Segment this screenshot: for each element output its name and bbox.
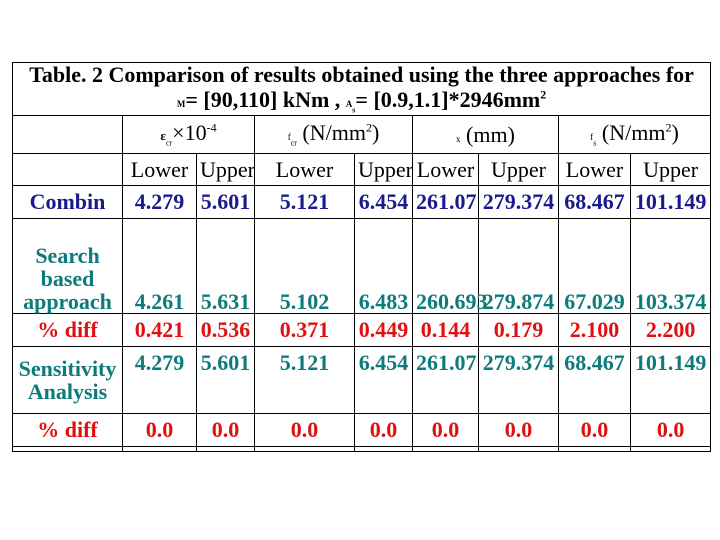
table-cell — [631, 446, 711, 451]
table-cell: 5.102 — [255, 218, 355, 313]
table-cell: 103.374 — [631, 218, 711, 313]
table-cell: 101.149 — [631, 185, 711, 218]
table-cell: 0.421 — [123, 313, 197, 346]
table-cell: 0.371 — [255, 313, 355, 346]
table-cell — [255, 446, 355, 451]
row-label: Search based approach — [13, 218, 123, 313]
subheader-cell: Lower — [255, 153, 355, 185]
table-cell: 2.100 — [559, 313, 631, 346]
table-cell: 0.179 — [479, 313, 559, 346]
subheader-cell: Upper — [479, 153, 559, 185]
header-strain: $\varepsilon_{cr}\times 10^{-4}$ — [123, 115, 255, 153]
table-cell: 6.454 — [355, 346, 413, 413]
comparison-table — [12, 62, 711, 452]
table-cell: 5.121 — [255, 185, 355, 218]
table-cell — [123, 446, 197, 451]
table-cell — [413, 446, 479, 451]
header-fs: $f_s$ $(N/mm^2)$ — [559, 115, 711, 153]
table-cell — [13, 446, 123, 451]
table-cell: 261.07 — [413, 185, 479, 218]
table-cell: 0.144 — [413, 313, 479, 346]
table-cell: 68.467 — [559, 346, 631, 413]
table-cell: 4.279 — [123, 185, 197, 218]
table-cell: 0.0 — [559, 413, 631, 446]
table-cell: 0.0 — [123, 413, 197, 446]
row-label: % diff — [13, 413, 123, 446]
header-blank — [13, 115, 123, 153]
table-row-search-based-approach — [13, 218, 711, 313]
as-superscript: 2 — [540, 87, 547, 102]
table-cell: 260.693 — [413, 218, 479, 313]
table-cell: 0.0 — [197, 413, 255, 446]
header-x: x (mm) — [413, 115, 559, 153]
header-fcr: $f_{cr}$ $(N/mm^2)$ — [255, 115, 413, 153]
table-cell: 0.0 — [631, 413, 711, 446]
table-caption — [13, 63, 711, 116]
table-row-percent-diff-sensitivity — [13, 413, 711, 446]
caption-line-2 — [16, 88, 707, 115]
subheader-cell: Lower — [413, 153, 479, 185]
table-cell: 4.261 — [123, 218, 197, 313]
table-row-combin — [13, 185, 711, 218]
row-label: % diff — [13, 313, 123, 346]
table-cell — [355, 446, 413, 451]
as-subscript: s — [352, 105, 356, 115]
table-cell: 0.449 — [355, 313, 413, 346]
table-cell: 0.0 — [255, 413, 355, 446]
subheader-cell: Upper — [355, 153, 413, 185]
m-value: = [90,110] kNm , — [185, 87, 341, 113]
table-cell: 2.200 — [631, 313, 711, 346]
table-cell: 279.374 — [479, 346, 559, 413]
table-row-percent-diff-search — [13, 313, 711, 346]
caption-line-1: Table. 2 Comparison of results obtained using the three approaches for — [29, 62, 694, 87]
table-cell: 101.149 — [631, 346, 711, 413]
subheader-cell: Lower — [123, 153, 197, 185]
table-cell: 279.874 — [479, 218, 559, 313]
table-cell: 5.601 — [197, 185, 255, 218]
table-cell — [479, 446, 559, 451]
table-cell: 5.121 — [255, 346, 355, 413]
subheader-blank — [13, 153, 123, 185]
table-row-sensitivity-analysis — [13, 346, 711, 413]
table-cell: 0.0 — [355, 413, 413, 446]
table-cell: 6.454 — [355, 185, 413, 218]
table-cell: 5.601 — [197, 346, 255, 413]
subheader-cell: Upper — [197, 153, 255, 185]
table-cell: 0.0 — [479, 413, 559, 446]
row-label: Sensitivity Analysis — [13, 346, 123, 413]
table-cell: 68.467 — [559, 185, 631, 218]
table-cell: 4.279 — [123, 346, 197, 413]
table-cell — [559, 446, 631, 451]
table-cell — [197, 446, 255, 451]
table-row-empty — [13, 446, 711, 451]
table-cell: 67.029 — [559, 218, 631, 313]
table-cell: 279.374 — [479, 185, 559, 218]
table-cell: 261.07 — [413, 346, 479, 413]
as-value: = [0.9,1.1]*2946mm — [355, 87, 541, 113]
table-cell: 0.536 — [197, 313, 255, 346]
as-label: A — [345, 99, 353, 110]
subheader-cell: Upper — [631, 153, 711, 185]
m-label: M — [176, 99, 186, 110]
table-cell: 5.631 — [197, 218, 255, 313]
table-cell: 6.483 — [355, 218, 413, 313]
subheader-cell: Lower — [559, 153, 631, 185]
table-cell: 0.0 — [413, 413, 479, 446]
row-label: Combin — [13, 185, 123, 218]
